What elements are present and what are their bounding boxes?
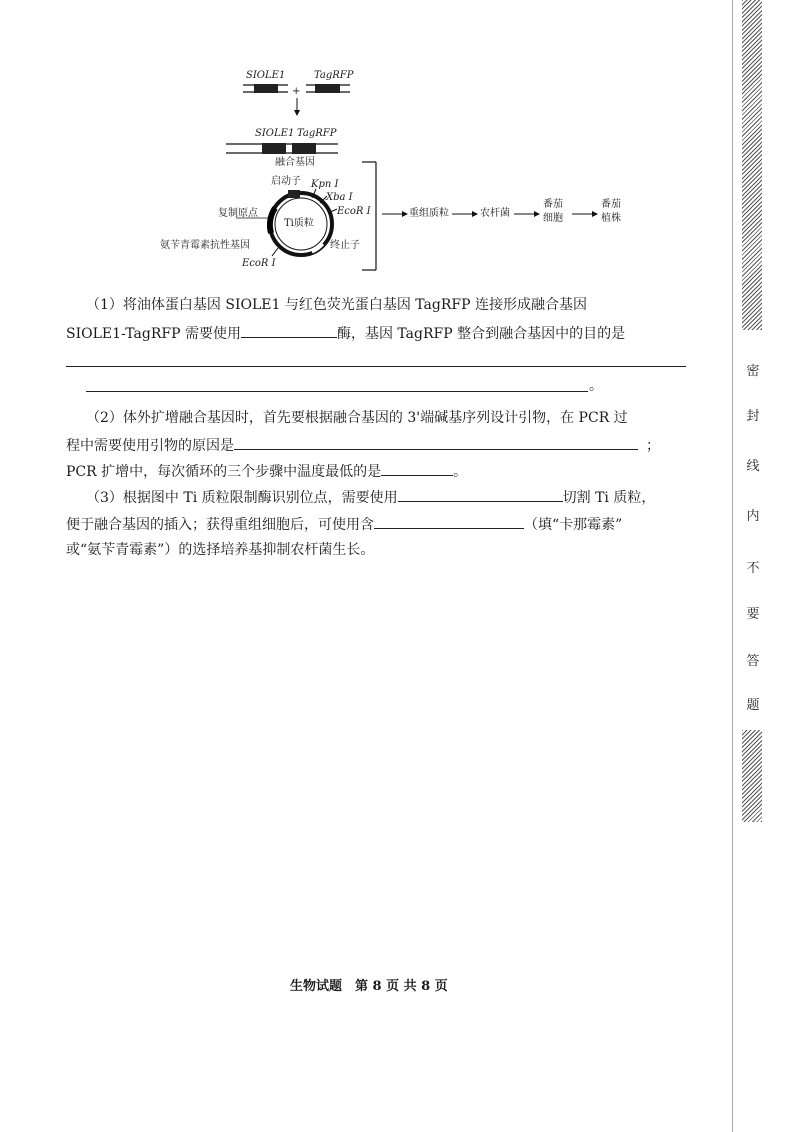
margin-char-7: 答: [746, 654, 760, 669]
ecor-bottom-label: EcoR I: [242, 258, 276, 269]
margin-char-3: 线: [746, 459, 760, 474]
q1-purpose-blank-2[interactable]: [86, 391, 588, 392]
margin-hatch-bottom: [742, 730, 762, 822]
q2-line3: [66, 461, 467, 481]
margin-char-4: 内: [746, 509, 760, 524]
gene1-label-fused: SIOLE1: [255, 128, 295, 139]
margin-char-6: 要: [746, 607, 760, 622]
q2-line1: （2）体外扩增融合基因时，首先要根据融合基因的 3'端碱基序列设计引物，在 PCR 过: [86, 410, 628, 426]
flow-recombinant-plasmid: 重组质粒: [409, 208, 449, 219]
q3-line2: [66, 514, 622, 534]
q1-purpose-blank-1[interactable]: [66, 366, 686, 367]
q3-line1-text-b: 切割 Ti 质粒，: [562, 490, 656, 506]
q1-line2-text-b: 酶，基因 TagRFP 整合到融合基因中的目的是: [336, 326, 626, 342]
promoter-label: 启动子: [271, 176, 301, 187]
fusion-gene-dna: [226, 143, 338, 154]
flow-tomato-plant-a: 番茄: [601, 199, 621, 210]
q1-line1: （1）将油体蛋白基因 SIOLE1 与红色荧光蛋白基因 TagRFP 连接形成融合基因: [86, 297, 587, 313]
flow-tomato-plant-b: 植株: [601, 213, 621, 224]
q3-line3: 或“氨苄青霉素”）的选择培养基抑制农杆菌生长。: [66, 542, 375, 558]
q2-line3-text-b: 。: [453, 464, 468, 480]
margin-line: [732, 0, 733, 1132]
q1-line2: [66, 323, 625, 343]
q3-line2-text-b: （填“卡那霉素”: [524, 517, 623, 533]
xba-site-label: Xba I: [326, 192, 353, 203]
kpn-site-label: Kpn I: [311, 179, 339, 190]
q3-antibiotic-blank[interactable]: [374, 514, 524, 529]
q3-line2-text-a: 便于融合基因的插入；获得重组细胞后，可使用含: [66, 517, 374, 533]
ori-label: 复制原点: [218, 208, 258, 219]
q2-line2-text-a: 程中需要使用引物的原因是: [66, 438, 234, 454]
q1-end-period: 。: [589, 378, 603, 394]
q2-line2-text-b: ；: [646, 438, 660, 454]
margin-char-1: 密: [746, 364, 760, 379]
gene1-label: SIOLE1: [246, 70, 286, 81]
q2-lowest-temp-step-blank[interactable]: [381, 461, 453, 476]
terminator-label: 终止子: [330, 240, 360, 251]
down-arrow: [294, 98, 300, 116]
flow-tomato-cell-b: 细胞: [543, 213, 563, 224]
plus-sign: +: [292, 86, 301, 97]
q3-restriction-enzyme-blank[interactable]: [398, 487, 563, 502]
ecor-top-label: EcoR I: [337, 206, 371, 217]
q3-line1: [86, 487, 655, 507]
fusion-gene-label: 融合基因: [275, 157, 315, 168]
margin-char-8: 题: [746, 698, 760, 713]
flow-tomato-cell-a: 番茄: [543, 199, 563, 210]
flow-agrobacterium: 农杆菌: [480, 208, 510, 219]
margin-hatch-top: [742, 0, 762, 330]
gene2-label-fused: TagRFP: [297, 128, 337, 139]
margin-char-5: 不: [746, 561, 760, 576]
q2-primer-reason-blank[interactable]: [234, 435, 638, 450]
page-footer: 生物试题 第 8 页 共 8 页: [290, 979, 448, 994]
q1-enzyme-blank[interactable]: [241, 323, 337, 338]
amp-resistance-label: 氨苄青霉素抗性基因: [160, 240, 250, 251]
plasmid-label: Ti质粒: [284, 218, 314, 229]
q2-line3-text-a: PCR 扩增中，每次循环的三个步骤中温度最低的是: [66, 464, 382, 480]
gene-construction-diagram: [140, 58, 620, 280]
margin-char-2: 封: [746, 409, 760, 424]
q1-line2-text-a: SIOLE1-TagRFP 需要使用: [66, 326, 241, 342]
gene2-fragment: [306, 84, 350, 93]
q3-line1-text-a: （3）根据图中 Ti 质粒限制酶识别位点，需要使用: [86, 490, 398, 506]
q2-line2: [66, 435, 660, 455]
gene1-fragment: [243, 84, 288, 93]
gene2-label: TagRFP: [314, 70, 354, 81]
